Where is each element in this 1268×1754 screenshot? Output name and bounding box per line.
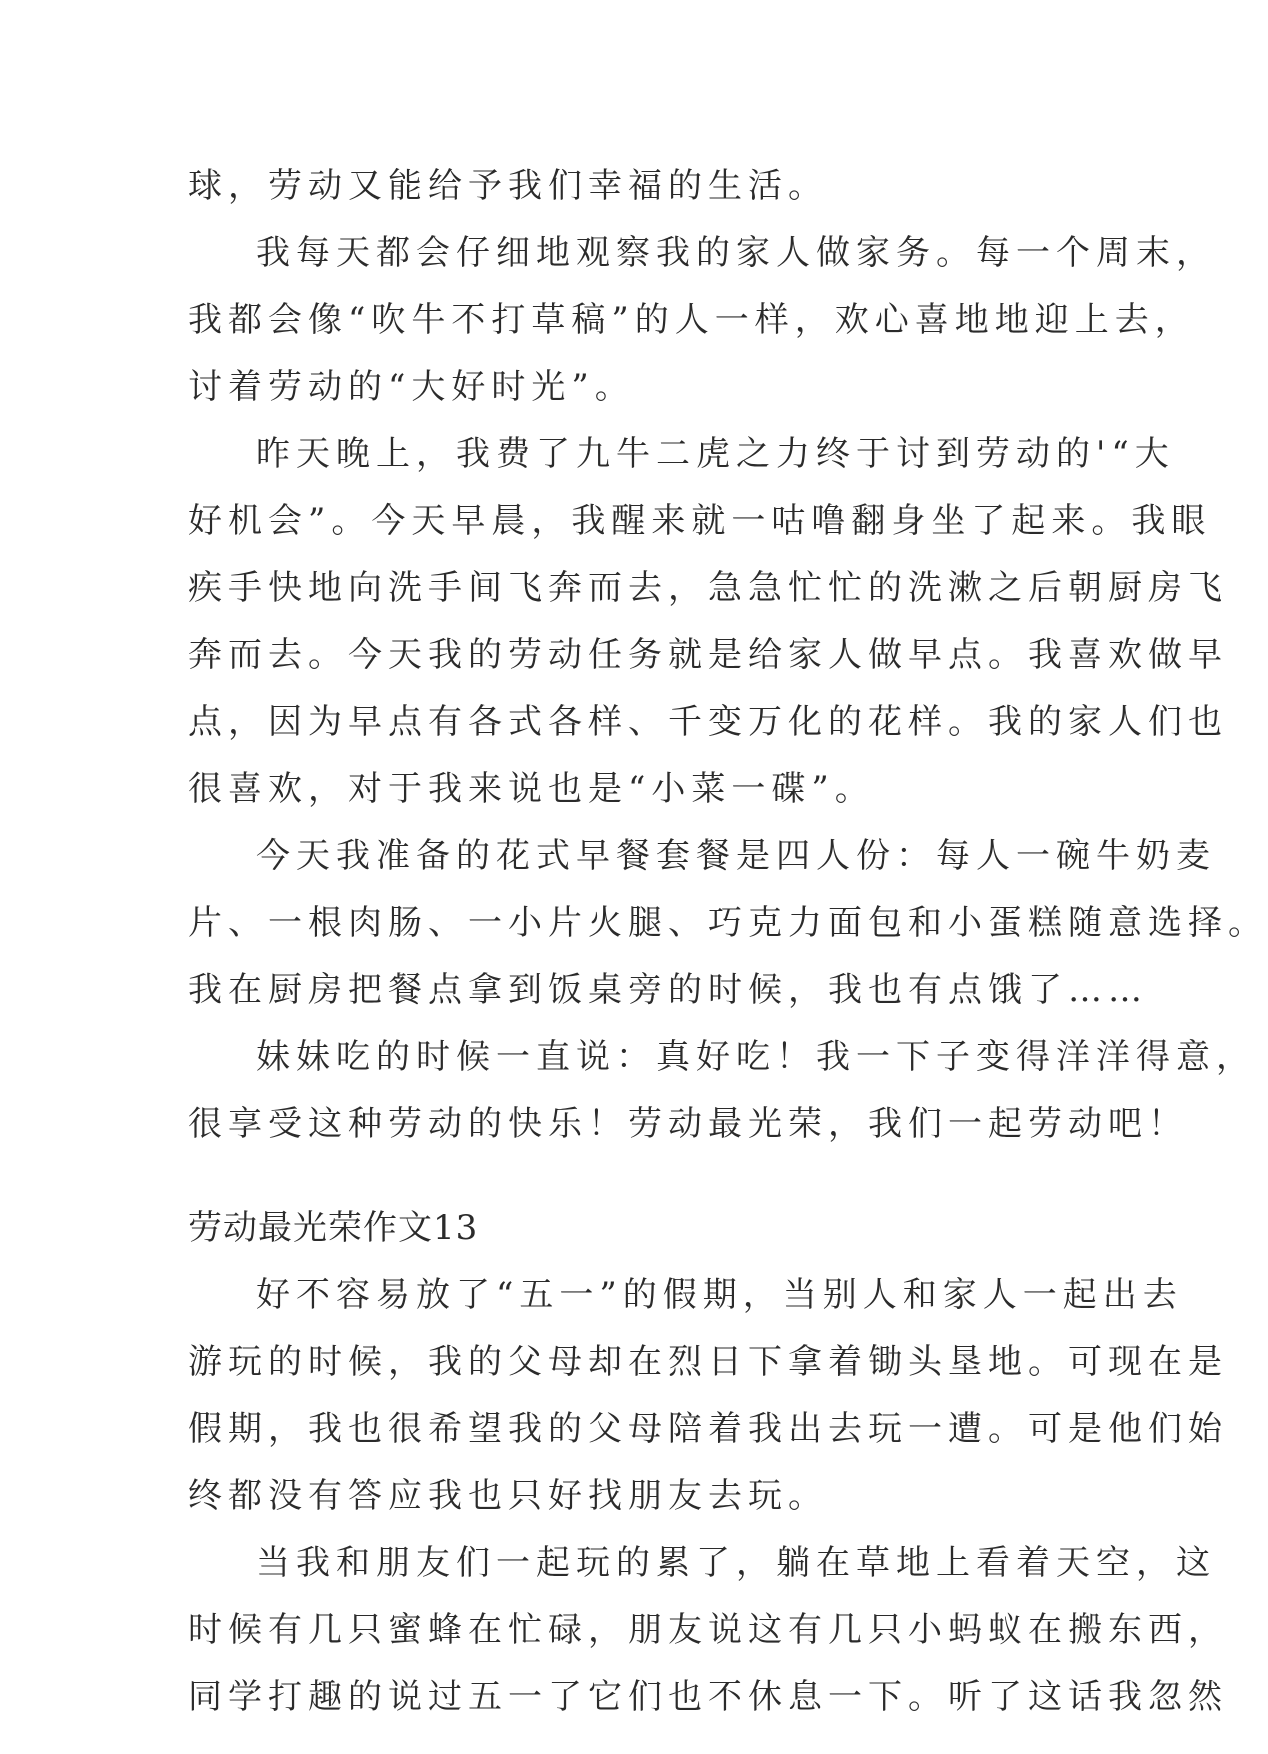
paragraph-line: 点，因为早点有各式各样、千变万化的花样。我的家人们也 bbox=[188, 702, 1228, 742]
paragraph-line: 疾手快地向洗手间飞奔而去，急急忙忙的洗漱之后朝厨房飞 bbox=[188, 568, 1228, 608]
paragraph-line: 我每天都会仔细地观察我的家人做家务。每一个周末， bbox=[256, 233, 1216, 273]
paragraph-line: 游玩的时候，我的父母却在烈日下拿着锄头垦地。可现在是 bbox=[188, 1342, 1228, 1382]
paragraph-line: 球，劳动又能给予我们幸福的生活。 bbox=[188, 166, 828, 206]
paragraph-line: 讨着劳动的“大好时光”。 bbox=[188, 367, 635, 407]
paragraph-line: 很享受这种劳动的快乐！劳动最光荣，我们一起劳动吧！ bbox=[188, 1104, 1188, 1144]
paragraph-line: 奔而去。今天我的劳动任务就是给家人做早点。我喜欢做早 bbox=[188, 635, 1228, 675]
paragraph-line: 时候有几只蜜蜂在忙碌，朋友说这有几只小蚂蚁在搬东西， bbox=[188, 1610, 1228, 1650]
paragraph-line: 假期，我也很希望我的父母陪着我出去玩一遭。可是他们始 bbox=[188, 1409, 1228, 1449]
paragraph-line: 妹妹吃的时候一直说：真好吃！我一下子变得洋洋得意， bbox=[256, 1037, 1256, 1077]
paragraph-line: 终都没有答应我也只好找朋友去玩。 bbox=[188, 1476, 828, 1516]
paragraph-line: 今天我准备的花式早餐套餐是四人份：每人一碗牛奶麦 bbox=[256, 836, 1216, 876]
paragraph-line: 我在厨房把餐点拿到饭桌旁的时候，我也有点饿了…… bbox=[188, 970, 1148, 1010]
paragraph-line: 我都会像“吹牛不打草稿”的人一样，欢心喜地地迎上去， bbox=[188, 300, 1195, 340]
section-heading: 劳动最光荣作文13 bbox=[188, 1208, 479, 1248]
paragraph-line: 很喜欢，对于我来说也是“小菜一碟”。 bbox=[188, 769, 875, 809]
paragraph-line: 好机会”。今天早晨，我醒来就一咕噜翻身坐了起来。我眼 bbox=[188, 501, 1212, 541]
paragraph-line: 当我和朋友们一起玩的累了，躺在草地上看着天空，这 bbox=[256, 1543, 1216, 1583]
paragraph-line: 好不容易放了“五一”的假期，当别人和家人一起出去 bbox=[256, 1275, 1183, 1315]
paragraph-line: 片、一根肉肠、一小片火腿、巧克力面包和小蛋糕随意选择。 bbox=[188, 903, 1268, 943]
paragraph-line: 昨天晚上，我费了九牛二虎之力终于讨到劳动的'“大 bbox=[256, 434, 1175, 474]
paragraph-line: 同学打趣的说过五一了它们也不休息一下。听了这话我忽然 bbox=[188, 1677, 1228, 1717]
